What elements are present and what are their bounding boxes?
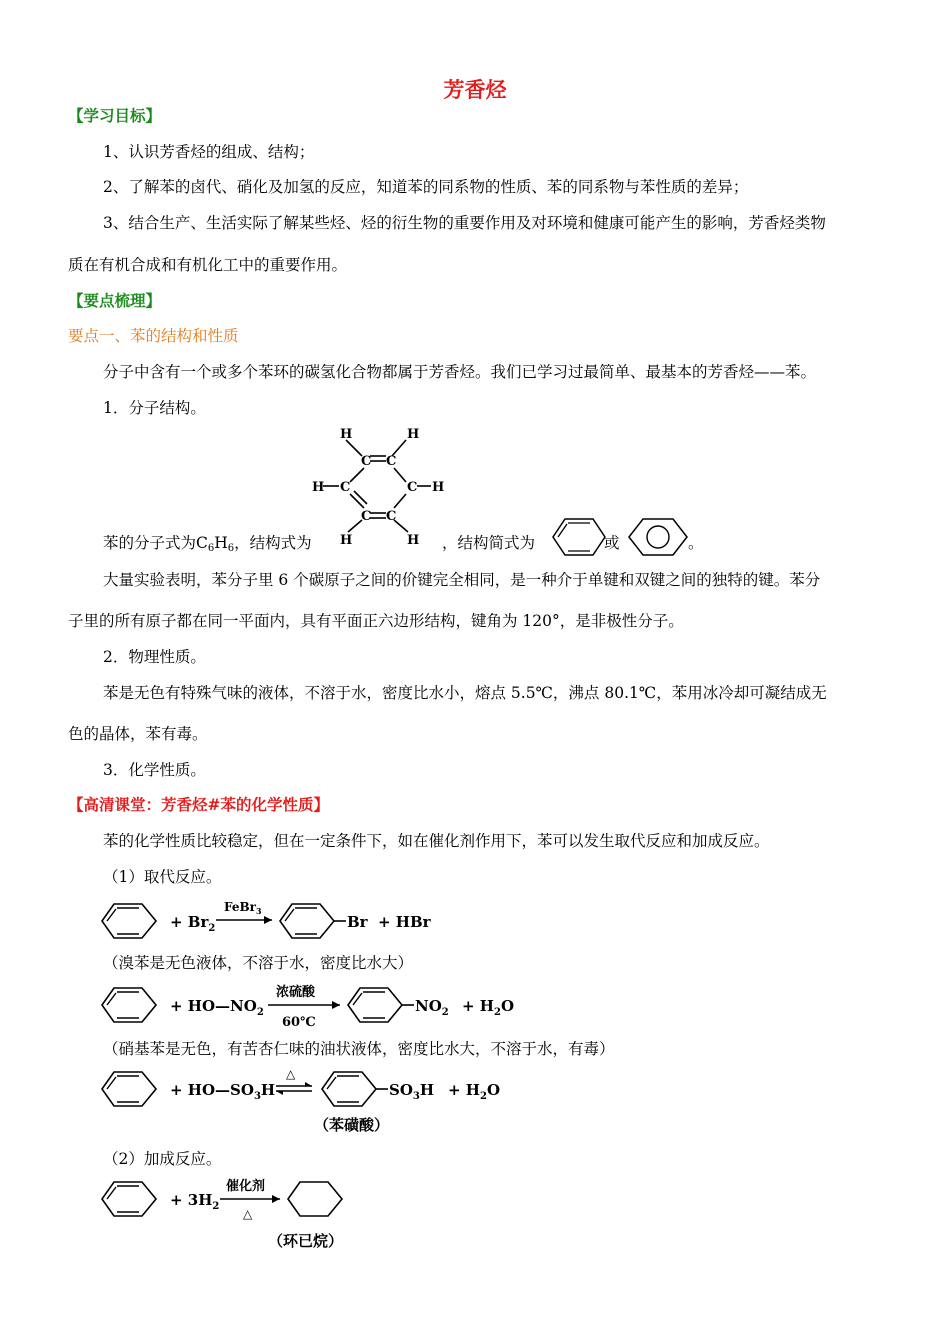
product-name-benzenesulfonic-acid: （苯磺酸）: [314, 1116, 390, 1134]
reagent-hno3-sub: 2: [256, 1007, 264, 1018]
reaction-nitration: [100, 978, 520, 1030]
benzene-icon: [102, 1072, 156, 1106]
byproduct-h2o-o: O: [500, 997, 515, 1015]
reagent-br2: + Br: [170, 913, 209, 931]
reaction-sulfonation: [100, 1062, 520, 1138]
reagent-h2so4: + HO—SO: [170, 1081, 254, 1099]
cyclohexane-icon: [288, 1182, 342, 1216]
atom-h-3: H: [312, 480, 325, 495]
benzene-icon: [102, 904, 156, 938]
byproduct-h2o: + H: [448, 1081, 480, 1099]
reagent-h2so4-sub: 3: [253, 1091, 261, 1102]
physical-paragraph-2: 色的晶体，苯有毒。: [68, 725, 208, 743]
catalyst-febr3: FeBr: [224, 900, 256, 914]
atom-c-6: C: [386, 509, 397, 524]
svg-text:+ Br2: [170, 913, 215, 934]
svg-text:FeBr3: [224, 900, 262, 916]
subheading-physical: 2．物理性质。: [103, 648, 206, 666]
reagent-h2so4-h: H: [260, 1081, 276, 1099]
condition-h2so4: 浓硫酸: [276, 985, 316, 1000]
benzene-icon: [102, 988, 156, 1022]
reagent-3h2-sub: 2: [212, 1201, 220, 1212]
atom-h-2: H: [407, 427, 420, 442]
reaction-hydrogenation: [100, 1172, 400, 1256]
atom-c-4: C: [407, 480, 418, 495]
condition-catalyst: 催化剂: [226, 1179, 266, 1194]
objective-item-3: 3、结合生产、生活实际了解某些烃、烃的衍生物的重要作用及对环境和健康可能产生的影响，芳香烃类物: [103, 214, 826, 232]
condition-heat: △: [286, 1067, 296, 1081]
svg-text:+ HO—NO2: [170, 997, 264, 1018]
atom-c-2: C: [386, 454, 397, 469]
objectives-heading: 【学习目标】: [68, 106, 162, 125]
product-so3h-sub: 3: [412, 1091, 420, 1102]
reagent-hno3: + HO—NO: [170, 997, 257, 1015]
catalyst-sub: 3: [255, 906, 262, 916]
subheading-chemical: 3．化学性质。: [103, 761, 206, 779]
formula-sub-c: 6: [207, 543, 215, 554]
formula-h: H: [214, 534, 228, 552]
byproduct-h2o-o: O: [486, 1081, 501, 1099]
svg-text:NO2: [415, 997, 449, 1018]
formula-or: 或: [604, 534, 620, 552]
page-title: 芳香烃: [443, 77, 507, 102]
formula-prefix: 苯的分子式为: [103, 534, 197, 552]
byproduct-h2o: + H: [462, 997, 494, 1015]
svg-text:+ H2O: [448, 1081, 500, 1102]
formula-end: 。: [688, 534, 704, 552]
svg-text:SO3H: [389, 1081, 434, 1102]
product-name-cyclohexane: （环已烷）: [268, 1232, 344, 1250]
benzenesulfonic-acid-icon: [322, 1072, 388, 1106]
subheading-structure: 1．分子结构。: [103, 399, 206, 417]
subheading-substitution: （1）取代反应。: [103, 868, 222, 886]
byproduct-h2o-sub: 2: [493, 1007, 501, 1018]
atom-c-5: C: [361, 509, 372, 524]
atom-c-1: C: [361, 454, 372, 469]
reagent-3h2: + 3H: [170, 1191, 213, 1209]
keypoints-heading: 【要点梳理】: [68, 291, 162, 310]
objective-item-2: 2、了解苯的卤代、硝化及加氢的反应，知道苯的同系物的性质、苯的同系物与苯性质的差异；: [103, 178, 749, 196]
product-so3h-h: H: [419, 1081, 435, 1099]
reaction-bromination: [100, 894, 440, 944]
molecular-formula-line: [103, 531, 312, 554]
product-br: Br: [347, 913, 368, 931]
intro-paragraph: 分子中含有一个或多个苯环的碳氢化合物都属于芳香烃。我们已学习过最简单、最基本的芳香烃——苯。: [103, 363, 817, 381]
section-heading-benzene: 要点一、苯的结构和性质: [68, 327, 239, 345]
formula-sub-h: 6: [227, 543, 235, 554]
svg-text:+ HO—SO3H: [170, 1081, 275, 1102]
nitrobenzene-icon: [348, 988, 414, 1022]
chemical-intro: 苯的化学性质比较稳定，但在一定条件下，如在催化剂作用下，苯可以发生取代反应和加成反应。: [103, 832, 770, 850]
formula-c: C: [196, 534, 208, 552]
byproduct-h2o-sub: 2: [479, 1091, 487, 1102]
atom-h-5: H: [340, 533, 353, 548]
product-no2: NO: [415, 997, 442, 1015]
atom-c-3: C: [340, 480, 351, 495]
physical-paragraph-1: 苯是无色有特殊气味的液体，不溶于水，密度比水小，熔点 5.5℃，沸点 80.1℃，苯用冰冷却可凝结成无: [103, 684, 827, 702]
formula-simple-label: ，结构简式为: [442, 534, 536, 552]
note-bromobenzene: （溴苯是无色液体，不溶于水，密度比水大）: [103, 954, 414, 972]
benzene-circle-icon: [628, 515, 688, 559]
formula-structural-label: ，结构式为: [234, 534, 312, 552]
atom-h-1: H: [340, 427, 353, 442]
hd-class-link[interactable]: 【高清课堂：芳香烃#苯的化学性质】: [68, 795, 329, 814]
product-no2-sub: 2: [441, 1007, 449, 1018]
benzene-structural-formula: [310, 424, 450, 548]
atom-h-4: H: [432, 480, 445, 495]
structure-paragraph-1: 大量实验表明，苯分子里 6 个碳原子之间的价键完全相同，是一种介于单键和双键之间的独特的键。苯分: [103, 571, 821, 589]
subheading-addition: （2）加成反应。: [103, 1150, 222, 1168]
bromobenzene-icon: [280, 904, 346, 938]
structure-paragraph-2: 子里的所有原子都在同一平面内，具有平面正六边形结构，键角为 120°，是非极性分子。: [68, 612, 684, 630]
byproduct-hbr: + HBr: [378, 913, 431, 931]
benzene-kekule-icon: [552, 515, 606, 559]
note-nitrobenzene: （硝基苯是无色，有苦杏仁味的油状液体，密度比水大，不溶于水，有毒）: [103, 1040, 615, 1058]
benzene-icon: [102, 1182, 156, 1216]
product-so3h: SO: [389, 1081, 413, 1099]
svg-text:+ H2O: [462, 997, 514, 1018]
reagent-br2-sub: 2: [208, 923, 216, 934]
condition-temp: 60℃: [282, 1015, 316, 1030]
objective-item-3-cont: 质在有机合成和有机化工中的重要作用。: [68, 256, 348, 274]
condition-heat: △: [243, 1207, 253, 1221]
objective-item-1: 1、认识芳香烃的组成、结构；: [103, 143, 315, 161]
svg-text:+ 3H2: [170, 1191, 219, 1212]
atom-h-6: H: [407, 533, 420, 548]
